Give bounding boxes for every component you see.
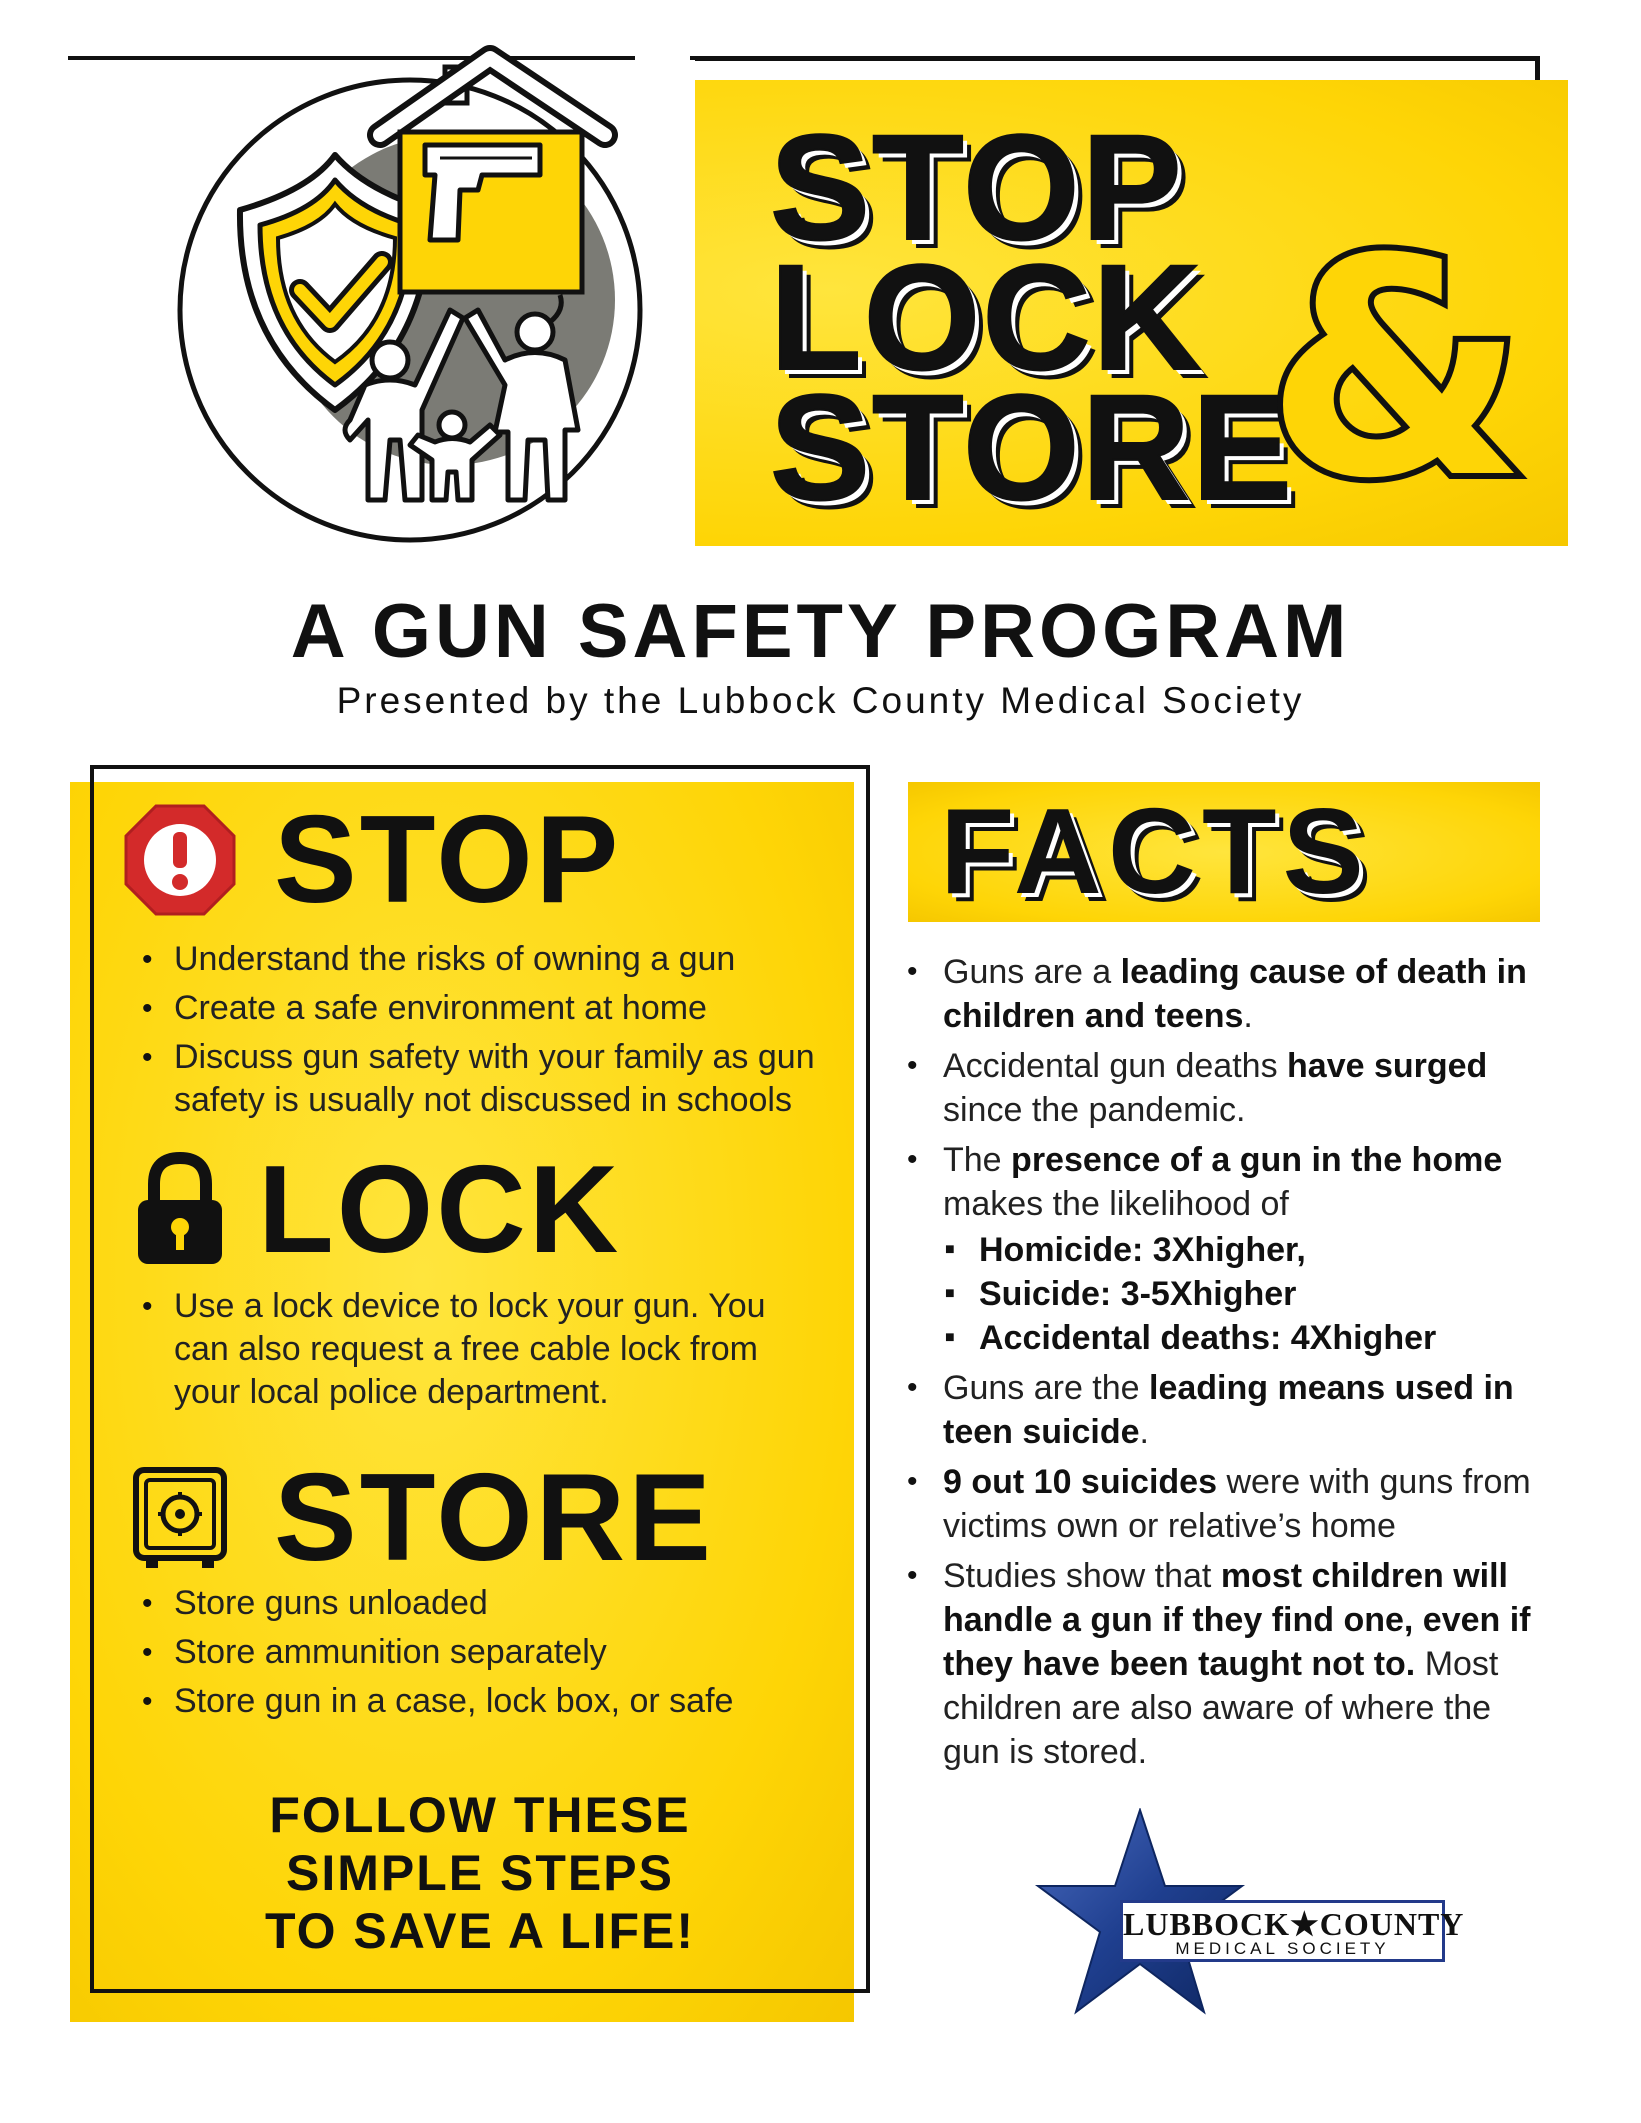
title-stop: STOP: [770, 103, 1184, 271]
fact-text: makes the likelihood of: [943, 1185, 1289, 1223]
fact-item: [905, 950, 1555, 1038]
fact-text: .: [1139, 1413, 1149, 1451]
list-item: • Store gun in a case, lock box, or safe: [142, 1680, 842, 1723]
stop-bullets: [142, 938, 852, 1128]
list-item: • Store ammunition separately: [142, 1631, 842, 1674]
fact-emphasis: leading cause of death in children and teens: [943, 953, 1527, 1035]
fact-text: .: [1243, 997, 1253, 1035]
follow-line: SIMPLE STEPS: [286, 1845, 674, 1901]
fact-emphasis: have surged: [1287, 1047, 1488, 1085]
lock-heading-row: [134, 1141, 622, 1279]
fact-item: [905, 1044, 1555, 1132]
fact-item: [905, 1138, 1555, 1360]
padlock-icon: [134, 1152, 226, 1268]
fact-item: [905, 1366, 1555, 1454]
follow-line: TO SAVE A LIFE!: [264, 1903, 696, 1959]
fact-emphasis: presence of a gun in the home: [1011, 1141, 1503, 1179]
title-lock: LOCK: [770, 233, 1203, 401]
list-item: ■ Homicide: 3Xhigher,: [943, 1228, 1555, 1272]
lock-heading: LOCK: [258, 1141, 622, 1279]
list-item: • Discuss gun safety with your family as gun safety is usually not discussed in schools: [142, 1036, 852, 1122]
lubbock-county-medical-society-logo: [1020, 1808, 1465, 2018]
title-store: STORE: [770, 363, 1295, 531]
header-illustration: [160, 40, 720, 580]
fact-text: Guns are a: [943, 953, 1121, 991]
fact-text: were with guns from victims own or relative’s home: [943, 1463, 1531, 1545]
list-item: • Create a safe environment at home: [142, 987, 852, 1030]
list-item: ■ Accidental deaths: 4Xhigher: [943, 1316, 1555, 1360]
logo-line2: MEDICAL SOCIETY: [1175, 1939, 1390, 1958]
logo-line1: LUBBOCK★COUNTY: [1123, 1906, 1465, 1942]
list-item: ■ Suicide: 3-5Xhigher: [943, 1272, 1555, 1316]
logo-text-box: [1120, 1900, 1465, 1962]
follow-line: FOLLOW THESE: [269, 1787, 691, 1843]
fact-text: The: [943, 1141, 1012, 1179]
stop-heading: STOP: [274, 791, 622, 929]
follow-steps-callout: [110, 1786, 850, 1960]
fact-text: Most children are also aware of where the gun is stored.: [943, 1645, 1499, 1771]
fact-emphasis: most children will handle a gun if they find one, even if they have been taught not to.: [943, 1557, 1531, 1683]
fact-text: Guns are the: [943, 1369, 1150, 1407]
stop-sign-exclamation-icon: [122, 802, 238, 918]
fact-text: Studies show that: [943, 1557, 1221, 1595]
program-subtitle: Presented by the Lubbock County Medical Society: [336, 680, 1305, 721]
store-bullets: [142, 1582, 842, 1729]
likelihood-sublist: [943, 1228, 1555, 1360]
fact-item: [905, 1554, 1555, 1774]
store-heading: STORE: [274, 1449, 714, 1587]
facts-heading: FACTS: [940, 783, 1370, 919]
list-item: • Understand the risks of owning a gun: [142, 938, 852, 981]
fact-item: [905, 1460, 1555, 1548]
list-item: • Use a lock device to lock your gun. You can also request a free cable lock from your local police department.: [142, 1285, 792, 1414]
safe-icon: [132, 1466, 228, 1570]
title-ampersand: &: [1265, 195, 1527, 544]
store-heading-row: [132, 1449, 714, 1587]
stop-heading-row: [122, 791, 622, 929]
list-item: • Store guns unloaded: [142, 1582, 842, 1625]
fact-text: since the pandemic.: [943, 1091, 1246, 1129]
fact-emphasis: leading means used in teen suicide: [943, 1369, 1514, 1451]
program-title: A GUN SAFETY PROGRAM: [290, 589, 1351, 674]
fact-emphasis: 9 out 10 suicides: [943, 1463, 1217, 1501]
facts-list: [905, 950, 1555, 1780]
lock-bullets: [142, 1285, 792, 1420]
fact-text: Accidental gun deaths: [943, 1047, 1288, 1085]
